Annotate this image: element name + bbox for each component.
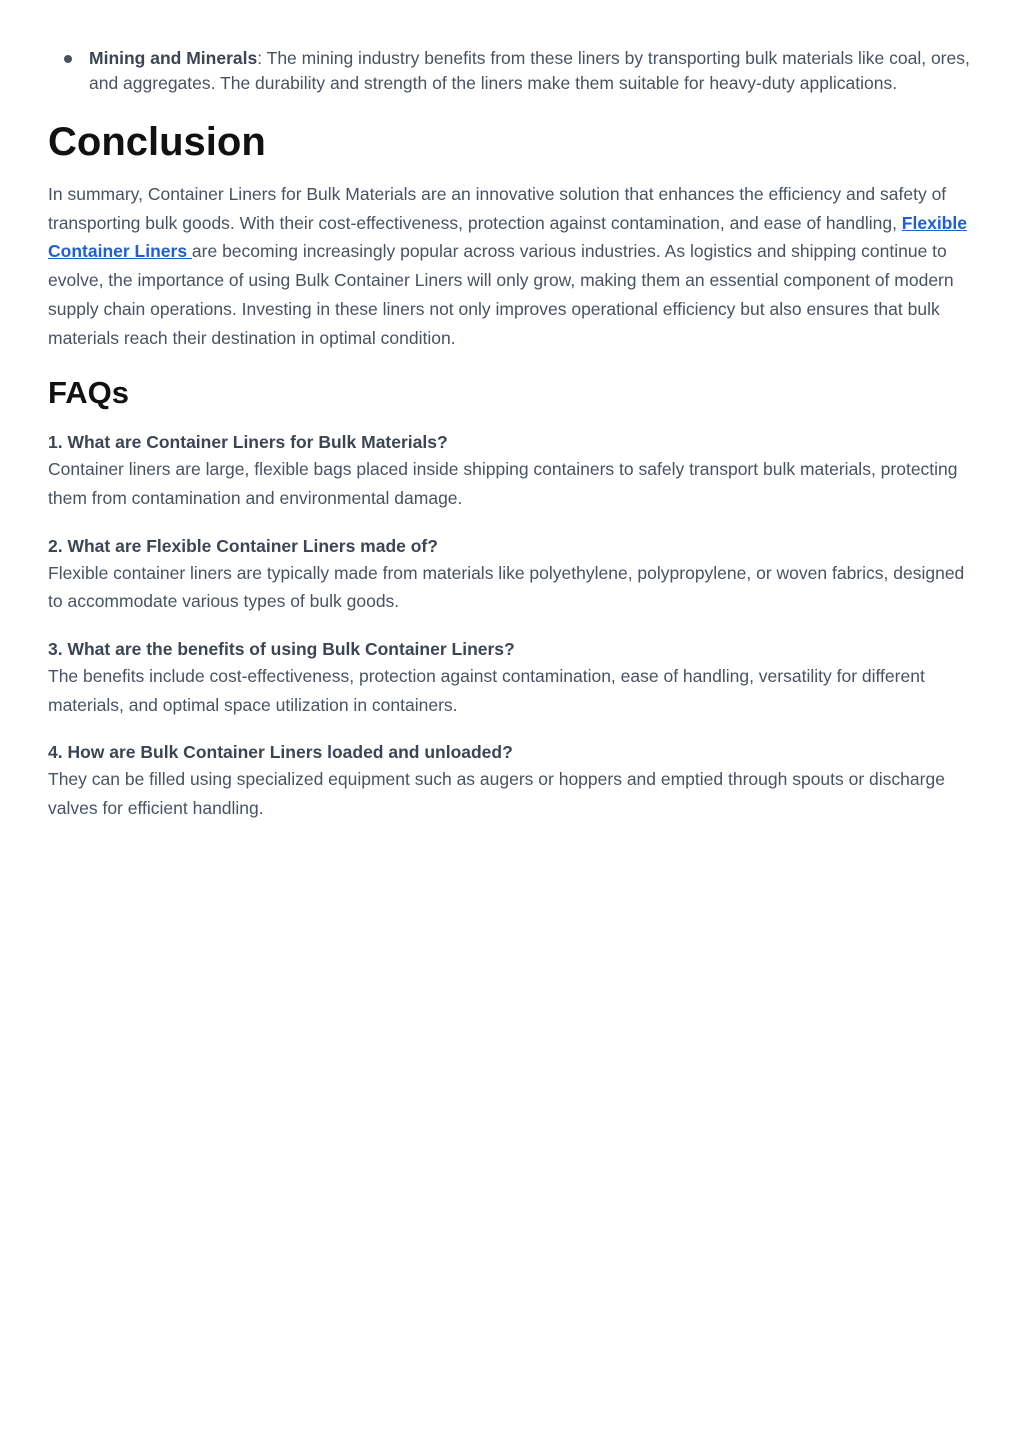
faqs-heading: FAQs: [48, 375, 129, 411]
conclusion-heading: Conclusion: [48, 120, 266, 164]
faq-answer: Flexible container liners are typically made from materials like polyethylene, polypropylene, or woven fabrics, designed to accommodate various types of bulk goods.: [48, 562, 965, 612]
faq-question: 3. What are the benefits of using Bulk Container Liners?: [48, 639, 515, 660]
bullet-icon: [64, 55, 72, 63]
faq-list: [48, 429, 980, 823]
conclusion-text-start: In summary, Container Liners for Bulk Materials are an innovative solution that enhances the efficiency and safety of transporting bulk goods. With their cost-effectiveness, protection against contamination, and ease of handling,: [48, 184, 947, 233]
flexible-container-liners-link[interactable]: Flexible Container Liners: [48, 212, 967, 262]
faq-answer: The benefits include cost-effectiveness, protection against contamination, ease of handling, versatility for different materials, and optimal space utilization in containers.: [48, 666, 925, 715]
industry-list: [48, 46, 980, 96]
faq-question: 4. How are Bulk Container Liners loaded and unloaded?: [48, 742, 513, 763]
list-item-description: : The mining industry benefits from these liners by transporting bulk materials like coal, ores, and aggregates. The durability and strength of the liners make them suitable for heavy-duty applications.: [89, 48, 970, 93]
faq-item: [48, 739, 980, 822]
list-item-term: Mining and Minerals: [89, 48, 258, 68]
faq-item: [48, 429, 980, 512]
list-item: [48, 46, 980, 96]
faq-item: [48, 533, 980, 616]
conclusion-text-end: are becoming increasingly popular across various industries. As logistics and shipping continue to evolve, the importance of using Bulk Container Liners will only grow, making them an essential component of modern supply chain operations. Investing in these liners not only improves operational efficiency but also ensures that bulk materials reach their destination in optimal condition.: [48, 241, 954, 348]
faq-answer: They can be filled using specialized equipment such as augers or hoppers and emptied through spouts or discharge valves for efficient handling.: [48, 769, 945, 819]
faq-item: [48, 636, 980, 719]
document-page: [48, 46, 980, 843]
faq-answer: Container liners are large, flexible bags placed inside shipping containers to safely transport bulk materials, protecting them from contamination and environmental damage.: [48, 459, 958, 508]
faq-question: 2. What are Flexible Container Liners made of?: [48, 535, 438, 556]
conclusion-paragraph: [48, 180, 980, 352]
faq-question: 1. What are Container Liners for Bulk Materials?: [48, 432, 448, 453]
